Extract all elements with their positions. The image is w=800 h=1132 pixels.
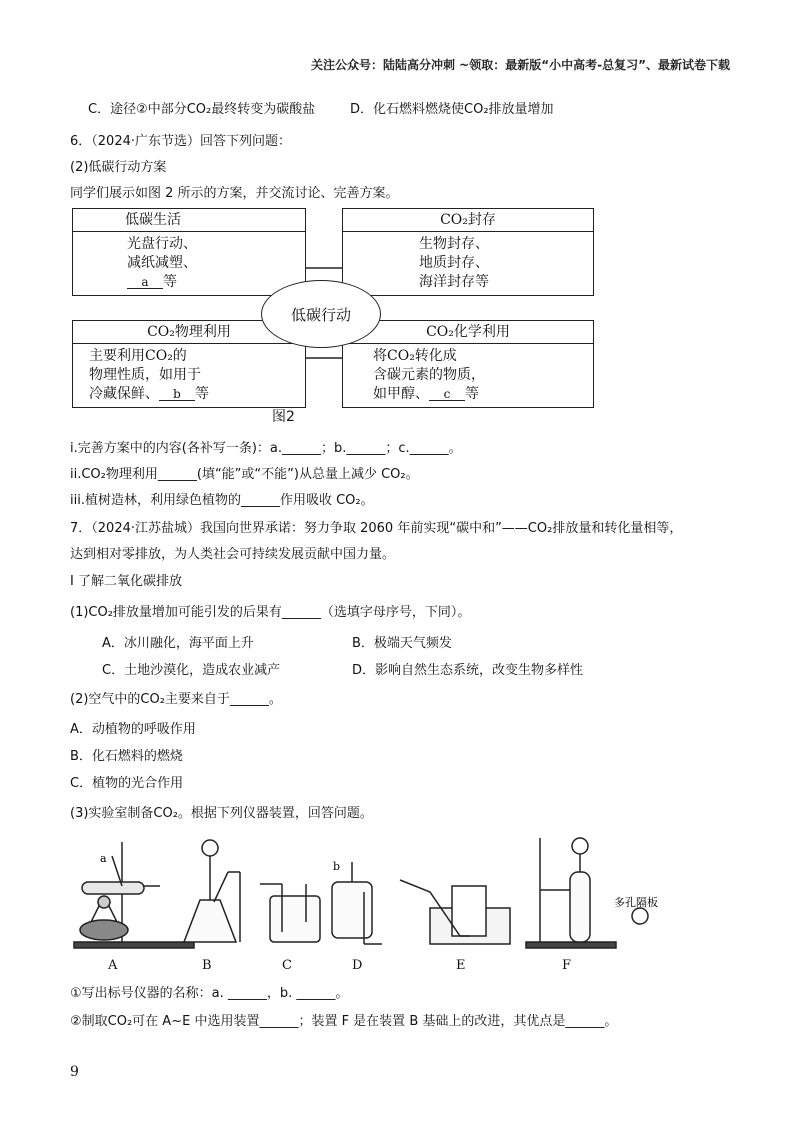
box-line: 生物封存、	[419, 236, 489, 252]
q7-stem-line2: 达到相对零排放，为人类社会可持续发展贡献中国力量。	[70, 547, 396, 562]
center-oval: 低碳行动	[261, 280, 381, 348]
apparatus-label-e: E	[456, 958, 466, 973]
q7-part1: (1)CO₂排放量增加可能引发的后果有______（选填字母序号，下同）。	[70, 605, 471, 620]
q7-part2: (2)空气中的CO₂主要来自于______。	[70, 692, 282, 707]
box-tail: 等	[195, 386, 209, 402]
apparatus-label-b: B	[202, 958, 212, 973]
box-line: 减纸减塑、	[127, 255, 197, 271]
box-co2-storage	[342, 208, 594, 296]
mark-a: a	[100, 852, 107, 865]
box-line: 含碳元素的物质，	[373, 367, 485, 383]
apparatus-c	[260, 884, 320, 942]
q7-p2-option-c: C．植物的光合作用	[70, 776, 184, 791]
page-number: 9	[70, 1064, 79, 1080]
q7-p2-option-b: B．化石燃料的燃烧	[70, 749, 183, 764]
apparatus-label-f: F	[562, 958, 572, 973]
box-title: CO₂化学利用	[343, 321, 593, 344]
q6-intro: 同学们展示如图 2 所示的方案，并交流讨论、完善方案。	[70, 186, 399, 201]
apparatus-d	[332, 862, 382, 944]
box-title: CO₂封存	[343, 209, 593, 232]
figure-caption: 图2	[272, 409, 295, 425]
box-title: 低碳生活	[73, 209, 305, 232]
box-line: 冷藏保鲜、	[89, 386, 159, 402]
box-tail: 等	[163, 274, 177, 290]
q7-section-1: Ⅰ 了解二氧化碳排放	[70, 574, 182, 589]
q7-p1-option-a: A．冰川融化，海平面上升	[102, 636, 254, 651]
box-title: CO₂物理利用	[73, 321, 305, 344]
box-line: 将CO₂转化成	[373, 348, 457, 364]
q7-stem-line1: 7．（2024·江苏盐城）我国向世界承诺：努力争取 2060 年前实现“碳中和”——CO₂排放量和转化量相等，	[70, 521, 683, 536]
box-co2-chemical-use	[342, 320, 594, 408]
box-line: 海洋封存等	[419, 274, 489, 290]
mark-b: b	[333, 860, 341, 873]
box-line: 主要利用CO₂的	[89, 348, 187, 364]
q6-item-ii: ii.CO₂物理利用______(填“能”或“不能”)从总量上减少 CO₂。	[70, 467, 419, 482]
figure-low-carbon-plan	[72, 208, 594, 428]
q7-sub1: ①写出标号仪器的名称：a. ______，b. ______。	[70, 986, 349, 1001]
q6-item-iii: iii.植树造林，利用绿色植物的______作用吸收 CO₂。	[70, 493, 374, 508]
q5-option-c: C．途径②中部分CO₂最终转变为碳酸盐	[88, 102, 316, 117]
q6-item-i: i.完善方案中的内容(各补写一条)：a.______；b.______；c.______。	[70, 441, 462, 456]
q7-part3: (3)实验室制备CO₂。根据下列仪器装置，回答问题。	[70, 806, 373, 821]
apparatus-a	[74, 842, 194, 948]
apparatus-b	[184, 840, 240, 942]
apparatus-e	[400, 880, 510, 944]
q7-sub2: ②制取CO₂可在 A~E 中选用装置______；装置 F 是在装置 B 基础上的改进，其优点是______。	[70, 1014, 618, 1029]
q6-stem: 6．（2024·广东节选）回答下列问题：	[70, 134, 291, 149]
mark-porous-plate: 多孔隔板	[614, 896, 658, 909]
page-header: 关注公众号：陆陆高分冲刺 ~领取：最新版“小中高考-总复习”、最新试卷下载	[311, 58, 730, 72]
apparatus-label-a: A	[108, 958, 118, 973]
blank-b: b	[159, 388, 195, 401]
box-low-carbon-life	[72, 208, 306, 296]
apparatus-label-d: D	[352, 958, 363, 973]
box-line: 如甲醇、	[373, 386, 429, 402]
apparatus-label-c: C	[282, 958, 292, 973]
box-tail: 等	[465, 386, 479, 402]
lab-apparatus-figure	[60, 832, 710, 956]
q7-p1-option-c: C．土地沙漠化，造成农业减产	[102, 663, 281, 678]
q5-option-d: D．化石燃料燃烧使CO₂排放量增加	[350, 102, 554, 117]
blank-a: a	[127, 276, 163, 289]
q7-p2-option-a: A．动植物的呼吸作用	[70, 722, 196, 737]
box-line: 光盘行动、	[127, 236, 197, 252]
q7-p1-option-b: B．极端天气频发	[352, 636, 452, 651]
blank-c: c	[429, 388, 465, 401]
box-line: 物理性质，如用于	[89, 367, 201, 383]
q7-p1-option-d: D．影响自然生态系统，改变生物多样性	[352, 663, 584, 678]
apparatus-f	[526, 838, 648, 948]
q6-part2: (2)低碳行动方案	[70, 160, 167, 175]
box-line: 地质封存、	[419, 255, 489, 271]
